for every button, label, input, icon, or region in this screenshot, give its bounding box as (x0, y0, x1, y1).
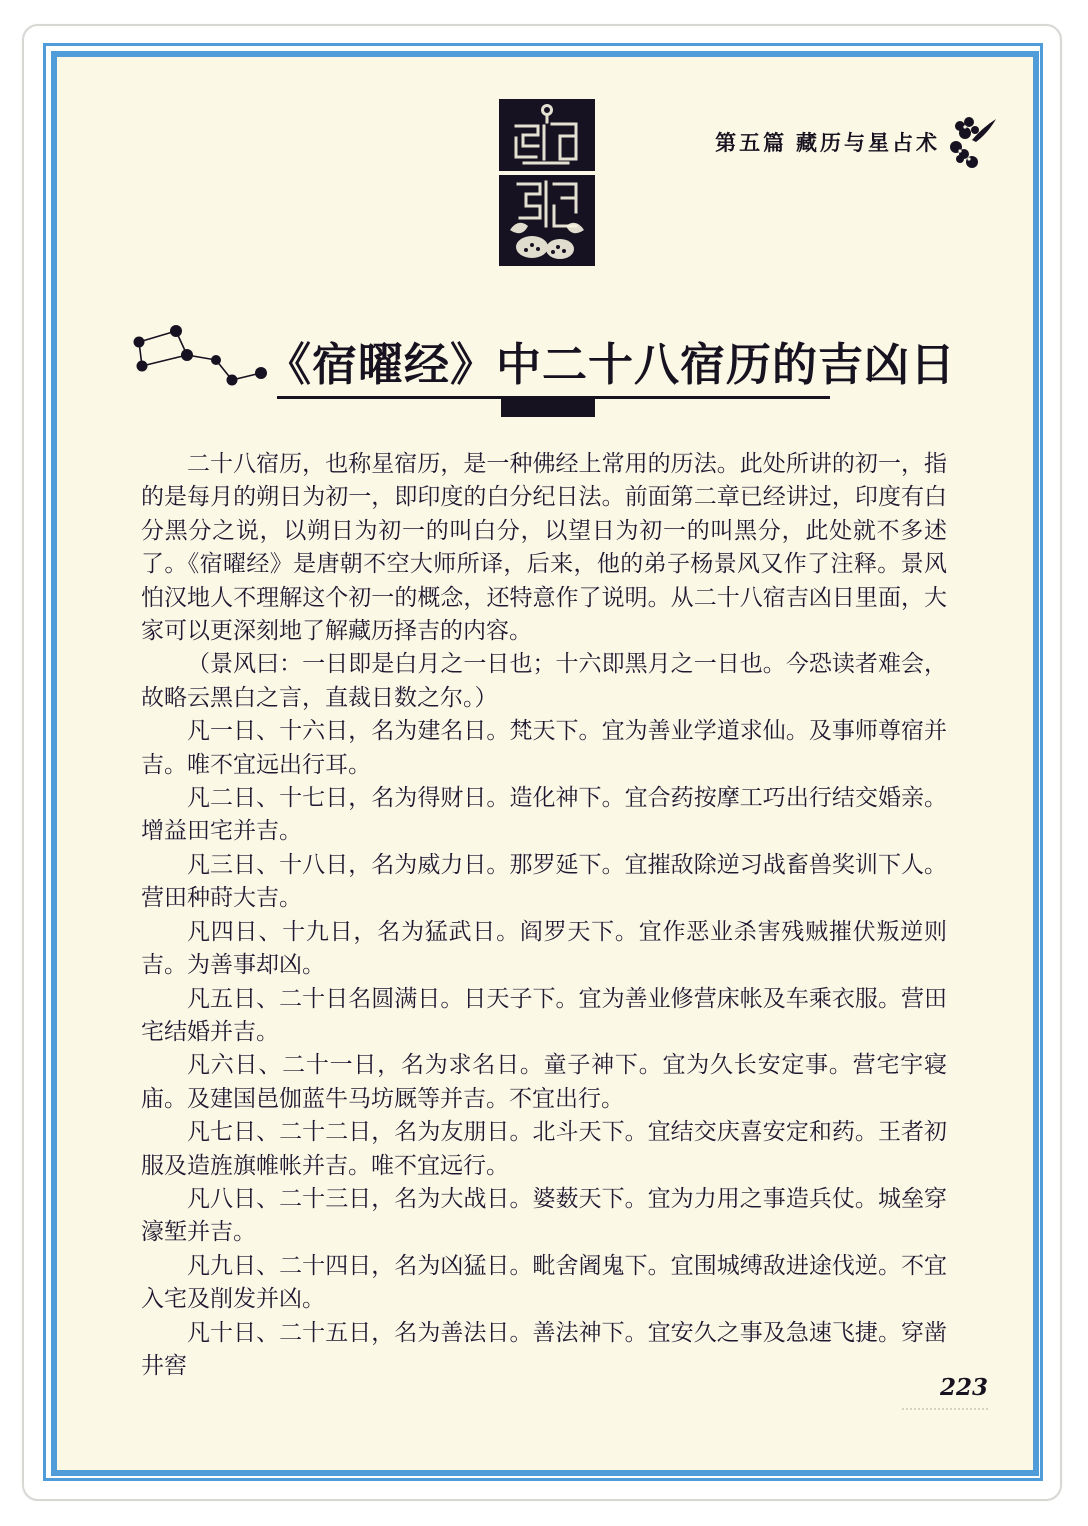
body-paragraph: 凡七日、二十二日，名为友朋日。北斗天下。宜结交庆喜安定和药。王者初服及造旌旗帷帐并吉。唯不宜远行。 (141, 1119, 947, 1178)
body-paragraph: 凡九日、二十四日，名为凶猛日。毗舍阇鬼下。宜围城缚敌进途伐逆。不宜入宅及削发并凶。 (141, 1252, 947, 1312)
body-paragraph: 凡三日、十八日，名为威力日。那罗延下。宜摧敌除逆习战畜兽奖训下人。营田种莳大吉。 (141, 851, 947, 911)
body-paragraph: 凡十日、二十五日，名为善法日。善法神下。宜安久之事及急速飞捷。穿凿井窖 (141, 1319, 947, 1378)
page-number: 223 (940, 1374, 989, 1401)
body-paragraph: 凡二日、十七日，名为得财日。造化神下。宜合药按摩工巧出行结交婚亲。增益田宅并吉。 (141, 785, 947, 844)
body-paragraph: 凡五日、二十日名圆满日。日天子下。宜为善业修营床帐及车乘衣服。营田宅结婚并吉。 (141, 985, 947, 1044)
page-title: 《宿曜经》中二十八宿历的吉凶日 (266, 340, 957, 390)
body-paragraph: 凡四日、十九日，名为猛武日。阎罗天下。宜作恶业杀害残贼摧伏叛逆则吉。为善事却凶。 (141, 918, 947, 978)
body-text (141, 447, 947, 1382)
body-paragraph: 凡八日、二十三日，名为大战日。婆薮天下。宜为力用之事造兵仗。城垒穿濠堑并吉。 (141, 1185, 947, 1245)
chapter-header: 第五篇 藏历与星占术 (715, 132, 940, 155)
seal-stamp-icon (498, 99, 596, 271)
plum-blossom-icon (946, 112, 998, 175)
scan-artifact-dots (902, 1408, 988, 1410)
body-paragraph: 二十八宿历，也称星宿历，是一种佛经上常用的历法。此处所讲的初一，指的是每月的朔日为初一，即印度的白分纪日法。前面第二章已经讲过，印度有白分黑分之说，以朔日为初一的叫白分，以望日为初一的叫黑分，此处就不多述了。《宿曜经》是唐朝不空大师所译，后来，他的弟子杨景风又作了注释。景风怕汉地人不理解这个初一的概念，还特意作了说明。从二十八宿吉凶日里面，大家可以更深刻地了解藏历择吉的内容。 (141, 451, 947, 644)
big-dipper-icon (128, 322, 278, 395)
body-paragraph: （景风曰：一日即是白月之一日也；十六即黑月之一日也。今恐读者难会，故略云黑白之言，直裁日数之尔。） (141, 651, 947, 710)
body-paragraph: 凡一日、十六日，名为建名日。梵天下。宜为善业学道求仙。及事师尊宿并吉。唯不宜远出行耳。 (141, 718, 947, 777)
title-underline-block (501, 396, 595, 417)
body-paragraph: 凡六日、二十一日，名为求名日。童子神下。宜为久长安定事。营宅宇寝庙。及建国邑伽蓝牛马坊厩等并吉。不宜出行。 (141, 1052, 947, 1111)
